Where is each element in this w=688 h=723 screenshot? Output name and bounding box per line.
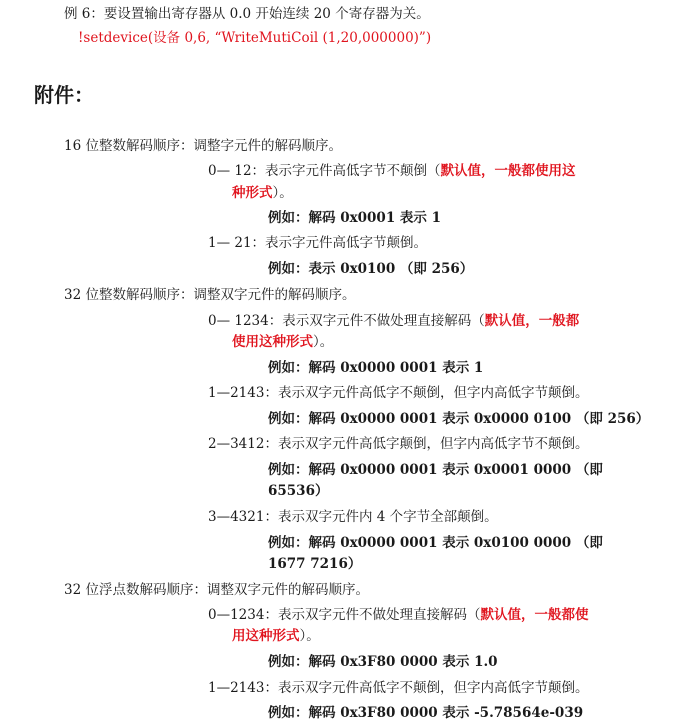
int32-example-2: 例如：解码 0x0000 0001 表示 0x0001 0000 （即 bbox=[268, 462, 603, 478]
int16-option-0-cont: 种形式）。 bbox=[232, 185, 293, 201]
int32-option-0-cont: 使用这种形式）。 bbox=[232, 334, 334, 350]
float32-option-0: 0—1234：表示双字元件不做处理直接解码（默认值，一般都使 bbox=[208, 607, 589, 623]
example6-command: !setdevice(设备 0,6, “WriteMutiCoil (1,20,000000)”) bbox=[78, 30, 432, 46]
float32-option-0-cont: 用这种形式）。 bbox=[232, 628, 320, 644]
int32-option-0: 0— 1234：表示双字元件不做处理直接解码（默认值，一般都 bbox=[208, 313, 580, 329]
int16-heading: 16 位整数解码顺序：调整字元件的解码顺序。 bbox=[64, 138, 342, 154]
int32-option-1: 1—2143：表示双字元件高低字不颠倒，但字内高低字节颠倒。 bbox=[208, 385, 589, 401]
int16-example-0: 例如：解码 0x0001 表示 1 bbox=[268, 210, 442, 226]
int16-option-0: 0— 12：表示字元件高低字节不颠倒（默认值，一般都使用这 bbox=[208, 163, 576, 179]
int32-example-3-cont: 1677 7216） bbox=[268, 556, 362, 572]
int32-example-2-cont: 65536） bbox=[268, 483, 329, 499]
example6-text: 例 6：要设置输出寄存器从 0.0 开始连续 20 个寄存器为关。 bbox=[64, 6, 430, 22]
int16-option-1: 1— 21：表示字元件高低字节颠倒。 bbox=[208, 235, 428, 251]
int16-example-1: 例如：表示 0x0100 （即 256） bbox=[268, 261, 474, 277]
int32-example-1: 例如：解码 0x0000 0001 表示 0x0000 0100 （即 256） bbox=[268, 411, 650, 427]
float32-heading: 32 位浮点数解码顺序：调整双字元件的解码顺序。 bbox=[64, 582, 369, 598]
float32-example-1: 例如：解码 0x3F80 0000 表示 -5.78564e-039 bbox=[268, 705, 584, 721]
int32-heading: 32 位整数解码顺序：调整双字元件的解码顺序。 bbox=[64, 287, 356, 303]
int32-example-3: 例如：解码 0x0000 0001 表示 0x0100 0000 （即 bbox=[268, 535, 603, 551]
int32-option-3: 3—4321：表示双字元件内 4 个字节全部颠倒。 bbox=[208, 509, 498, 525]
int32-option-2: 2—3412：表示双字元件高低字颠倒，但字内高低字节不颠倒。 bbox=[208, 436, 589, 452]
int32-example-0: 例如：解码 0x0000 0001 表示 1 bbox=[268, 360, 484, 376]
float32-option-1: 1—2143：表示双字元件高低字不颠倒，但字内高低字节颠倒。 bbox=[208, 680, 589, 696]
appendix-title: 附件： bbox=[34, 83, 94, 107]
float32-example-0: 例如：解码 0x3F80 0000 表示 1.0 bbox=[268, 654, 498, 670]
